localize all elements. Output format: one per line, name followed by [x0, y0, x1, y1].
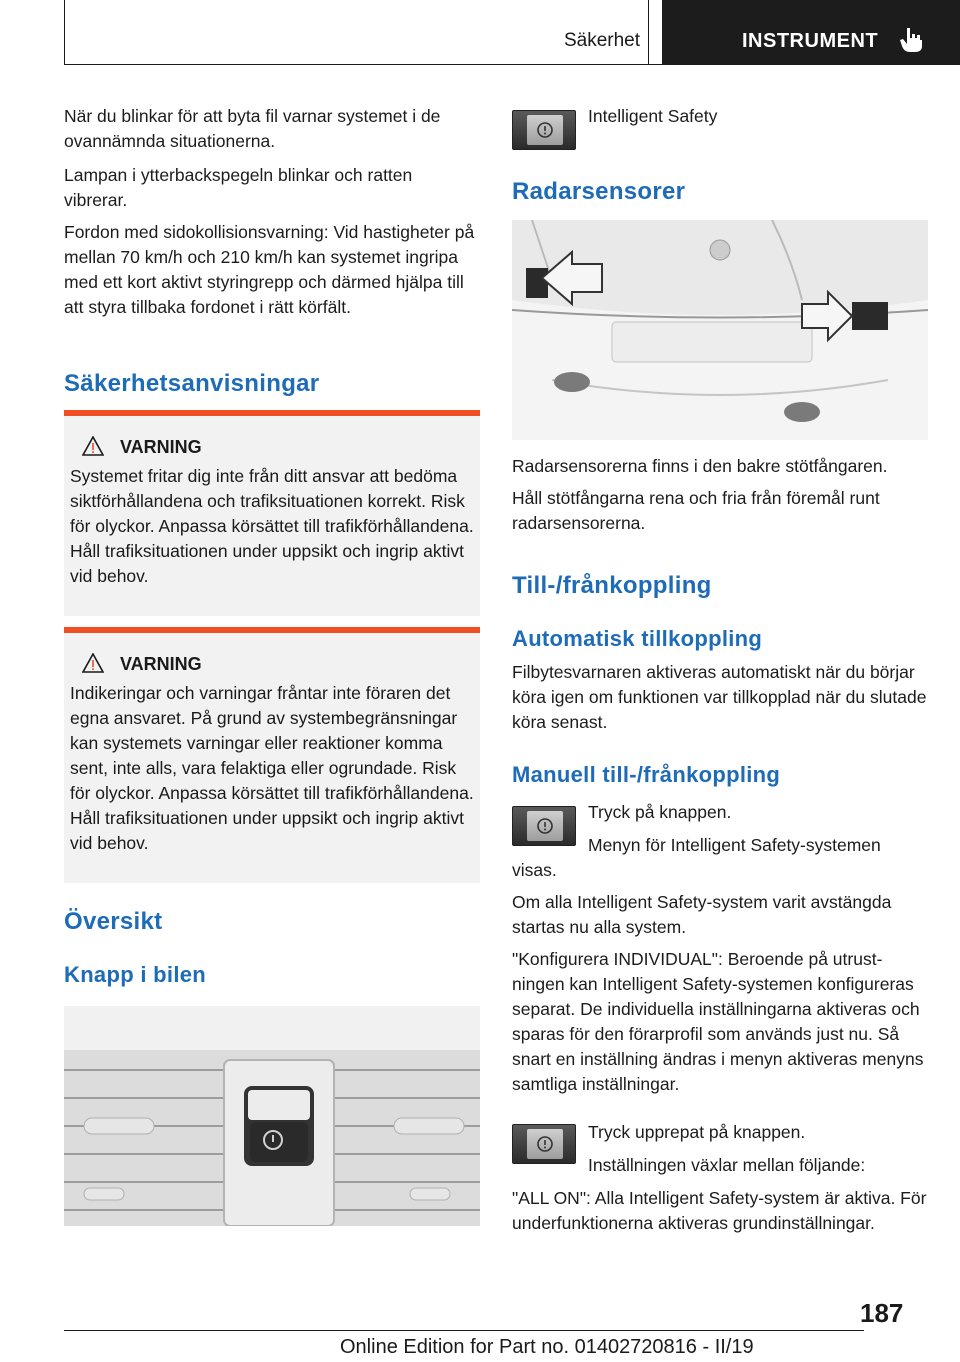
warning-text: Indikeringar och varningar fråntar inte föraren det egna ansvaret. På grund av systembegränsningar kan systemets varningar eller reaktioner komma sent, inte alls, vara felaktiga eller ogrundade. Risk för olyckor. Anpassa körsättet till trafikförhållandena. Håll trafiksituationen under uppsikt och ingrip aktivt vid behov. [70, 683, 474, 853]
step-menu-shown-cont: visas. [512, 860, 557, 880]
warning-title: VARNING [82, 436, 202, 458]
page-number: 187 [860, 1298, 904, 1328]
heading-button-in-car: Knapp i bilen [64, 962, 207, 987]
intelligent-safety-button[interactable] [512, 1124, 576, 1164]
heading-manual-on-off: Manuell till-/frånkoppling [512, 762, 781, 787]
heading-on-off: Till-/frånkoppling [512, 572, 712, 599]
chapter-tab-label: INSTRUMENT [742, 30, 879, 52]
pointing-hand-icon [898, 26, 924, 54]
intelligent-safety-icon [536, 121, 554, 139]
heading-automatic-activation: Automatisk tillkoppling [512, 626, 763, 651]
paragraph-mirror-lamp: Lampan i ytterbackspegeln blinkar och ratten vibrerar. [64, 165, 413, 210]
paragraph-radar-location: Radarsensorerna finns i den bakre stötfångaren. [512, 456, 888, 476]
step-press-button: Tryck på knappen. [588, 802, 732, 822]
intelligent-safety-button[interactable] [512, 806, 576, 846]
header-separator [648, 0, 649, 64]
step-setting-toggles: Inställningen växlar mellan följande: [588, 1155, 866, 1175]
warning-box-2 [64, 627, 480, 883]
footer-rule [64, 1330, 864, 1331]
warning-triangle-icon [82, 436, 104, 456]
paragraph-lane-change-warning: När du blinkar för att byta fil varnar systemet i de ovannämnda situationerna. [64, 106, 441, 151]
header-left-rule [64, 0, 65, 64]
warning-triangle-icon [82, 653, 104, 673]
paragraph-radar-clean: Håll stötfångarna rena och fria från föremål runt radarsensorerna. [512, 488, 880, 533]
intelligent-safety-icon [536, 817, 554, 835]
heading-safety-instructions: Säkerhetsanvisningar [64, 370, 320, 397]
intelligent-safety-icon [536, 1135, 554, 1153]
step-press-repeatedly: Tryck upprepat på knappen. [588, 1122, 806, 1142]
step-menu-shown: Menyn för Intelligent Safety-systemen [588, 835, 881, 855]
header-section-title: Säkerhet [563, 30, 640, 51]
chapter-tab[interactable] [662, 0, 960, 64]
warning-text: Systemet fritar dig inte från ditt ansvar att bedöma siktförhållandena och trafiksituationen korrekt. Risk för olyckor. Anpassa körsättet till trafikförhållandena. Håll trafiksituationen under uppsikt och ingrip aktivt vid behov. [70, 466, 474, 586]
paragraph-all-off: Om alla Intelligent Safety-system varit avstängda startas nu alla system. [512, 892, 892, 937]
radar-sensor-image [512, 220, 928, 440]
warning-title: VARNING [82, 653, 202, 675]
intelligent-safety-button[interactable] [512, 110, 576, 150]
paragraph-side-collision: Fordon med sidokollisionsvarning: Vid hastigheter på mellan 70 km/h och 210 km/h kan systemet ingripa med ett kort aktivt styringrepp och därmed hjälpa till att styra tillbaka fordonet i rätt körfält. [64, 222, 475, 317]
header-rule [64, 64, 960, 65]
heading-radar-sensors: Radarsensorer [512, 178, 686, 205]
button-in-car-image [64, 1006, 480, 1226]
paragraph-all-on: "ALL ON": Alla Intelligent Safety-system är aktiva. För underfunktionerna aktiveras grundinställningar. [512, 1188, 927, 1233]
intelligent-safety-label: Intelligent Safety [588, 106, 718, 126]
paragraph-automatic-activation: Filbytesvarnaren aktiveras automatiskt när du börjar köra igen om funktionen var tillkopplad när du slutade köra senast. [512, 662, 927, 732]
footer-edition: Online Edition for Part no. 01402720816 - II/19 [340, 1336, 754, 1358]
heading-overview: Översikt [64, 908, 163, 935]
paragraph-individual: "Konfigurera INDIVIDUAL": Beroende på utrustningen kan Intelligent Safety-systemen konfigureras separat. De individuella inställningarna aktiveras och sparas för den förarprofil som används just nu. Så snart en inställning ändras i menyn aktiveras menyns samtliga inställningar. [512, 949, 924, 1094]
warning-box-1 [64, 410, 480, 616]
